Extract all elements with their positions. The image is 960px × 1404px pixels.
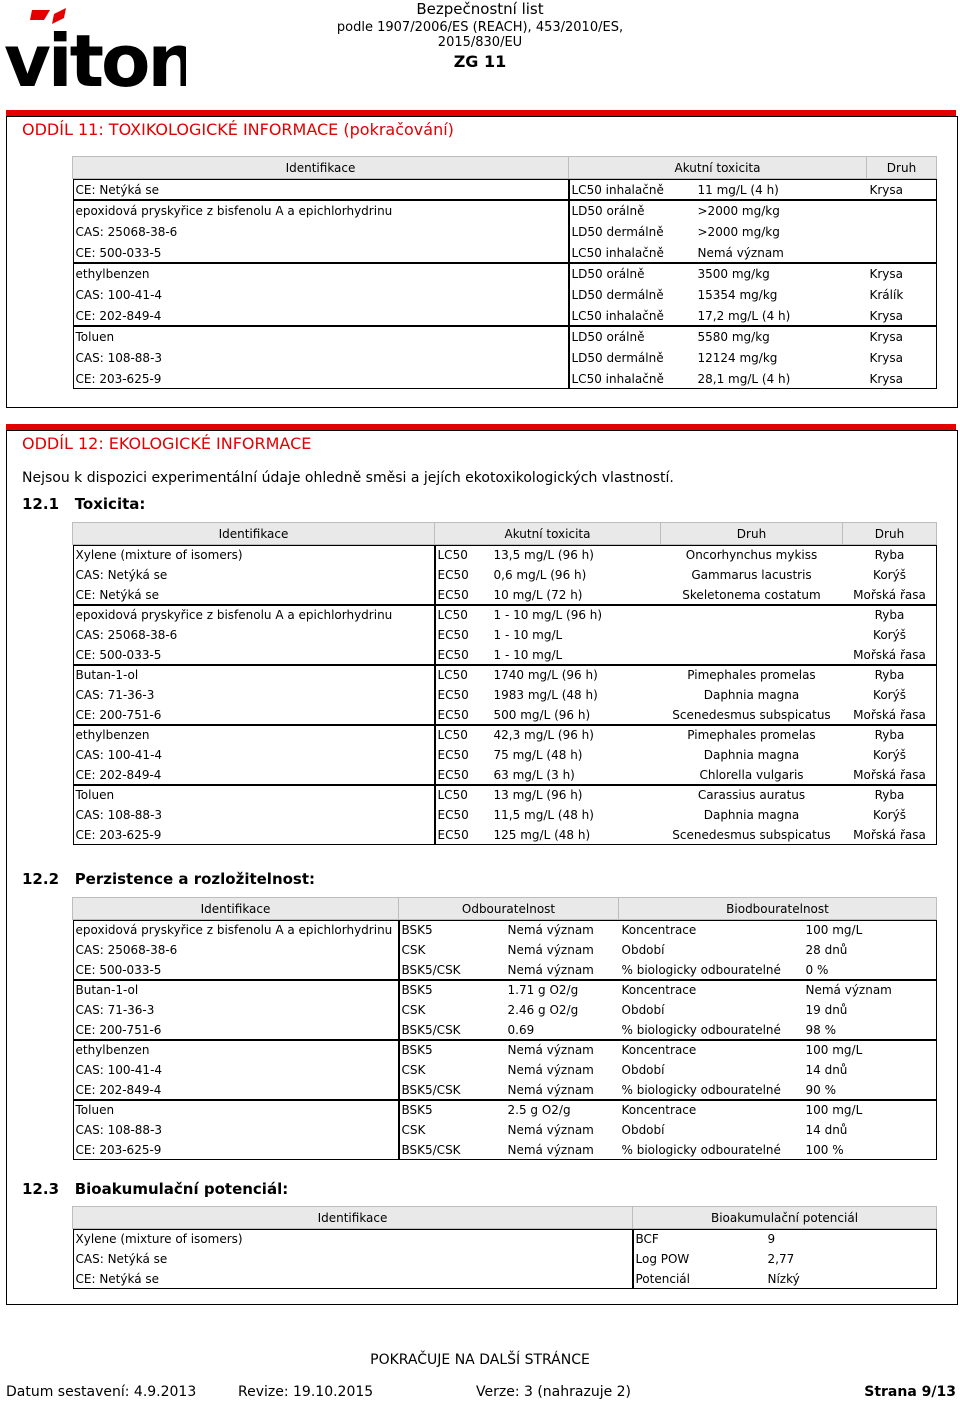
table-cell: Nemá význam xyxy=(507,923,594,937)
table-cell: ethylbenzen xyxy=(75,728,150,742)
table-cell: Králík xyxy=(869,287,904,302)
table-cell: Koncentrace xyxy=(621,1043,697,1057)
table-cell: Scenedesmus subspicatus xyxy=(672,708,831,722)
table-cell: >2000 mg/kg xyxy=(697,203,780,218)
table-cell: 14 dnů xyxy=(805,1123,848,1137)
table-cell: EC50 xyxy=(437,748,469,762)
table-row xyxy=(73,326,937,347)
table-cell: 0 % xyxy=(805,963,829,977)
subsection-label: Bioakumulační potenciál: xyxy=(74,1180,289,1198)
header-identification: Identifikace xyxy=(73,1207,633,1229)
table-cell: Nízký xyxy=(767,1272,800,1286)
table-cell: 500 mg/L (96 h) xyxy=(493,708,591,722)
table-cell: ethylbenzen xyxy=(75,266,150,281)
table-header xyxy=(73,1207,937,1229)
table-row xyxy=(73,1080,937,1100)
table-cell: 2,77 xyxy=(767,1252,795,1266)
version-info: Verze: 3 (nahrazuje 2) xyxy=(476,1384,632,1400)
table-cell: Chlorella vulgaris xyxy=(699,768,804,782)
table-cell xyxy=(661,625,843,645)
table-cell: BCF xyxy=(635,1232,659,1246)
table-cell: 42,3 mg/L (96 h) xyxy=(493,728,594,742)
table-cell: BSK5 xyxy=(401,983,433,997)
table-cell: 28 dnů xyxy=(805,943,848,957)
table-row xyxy=(73,980,937,1000)
table-cell: CSK xyxy=(401,1063,426,1077)
table-cell: Nemá význam xyxy=(507,1123,594,1137)
header-identification: Identifikace xyxy=(73,157,569,179)
table-cell: BSK5/CSK xyxy=(401,963,461,977)
table-row xyxy=(73,920,937,941)
table-cell: 19 dnů xyxy=(805,1003,848,1017)
table-cell: CAS: 25068-38-6 xyxy=(75,943,178,957)
subsection-label: Perzistence a rozložitelnost: xyxy=(74,870,316,888)
table-cell: 100 mg/L xyxy=(805,1103,863,1117)
table-cell: Toluen xyxy=(75,1103,115,1117)
table-cell: EC50 xyxy=(437,808,469,822)
header-species: Druh xyxy=(661,523,843,545)
table-row xyxy=(73,725,937,745)
table-cell: % biologicky odbouratelné xyxy=(621,1083,781,1097)
revision-date: Revize: 19.10.2015 xyxy=(238,1384,374,1400)
table-cell: CE: 203-625-9 xyxy=(75,371,162,386)
table-cell: EC50 xyxy=(437,768,469,782)
table-cell: 75 mg/L (48 h) xyxy=(493,748,583,762)
table-cell: % biologicky odbouratelné xyxy=(621,1023,781,1037)
table-cell: 10 mg/L (72 h) xyxy=(493,588,583,602)
header-species-type: Druh xyxy=(843,523,937,545)
table-cell: CE: 200-751-6 xyxy=(75,708,162,722)
table-cell: 12124 mg/kg xyxy=(697,350,778,365)
table-cell: 9 xyxy=(767,1232,776,1246)
table-cell: Mořská řasa xyxy=(853,768,926,782)
table-cell: Krysa xyxy=(869,350,904,365)
viton-logo xyxy=(4,4,186,94)
subsection-12-1-heading xyxy=(22,495,145,513)
table-cell: Ryba xyxy=(874,788,905,802)
table-cell: LC50 inhalačně xyxy=(571,182,664,197)
table-cell: Ryba xyxy=(874,668,905,682)
table-cell: Nemá význam xyxy=(507,943,594,957)
table-cell: Mořská řasa xyxy=(853,588,926,602)
section12-intro: Nejsou k dispozici experimentální údaje ohledně směsi a jejích ekotoxikologických vlastností. xyxy=(22,470,674,486)
table-cell: CAS: 71-36-3 xyxy=(75,688,155,702)
table-row xyxy=(73,685,937,705)
table-cell: Krysa xyxy=(869,329,904,344)
bioaccumulation-table xyxy=(72,1206,937,1289)
header-acute-toxicity: Akutní toxicita xyxy=(569,157,867,179)
table-cell: CE: Netýká se xyxy=(75,1272,160,1286)
table-cell: 0,6 mg/L (96 h) xyxy=(493,568,587,582)
table-cell: ethylbenzen xyxy=(75,1043,150,1057)
table-cell: Gammarus lacustris xyxy=(691,568,812,582)
table-cell: 13 mg/L (96 h) xyxy=(493,788,583,802)
table-cell: Toluen xyxy=(75,788,115,802)
table-cell: CSK xyxy=(401,943,426,957)
table-cell: CE: 202-849-4 xyxy=(75,308,162,323)
table-row xyxy=(73,1000,937,1020)
table-row xyxy=(73,645,937,665)
table-row xyxy=(73,605,937,625)
table-row xyxy=(73,825,937,845)
table-row xyxy=(73,1140,937,1160)
table-row xyxy=(73,284,937,305)
table-cell: 15354 mg/kg xyxy=(697,287,778,302)
table-cell: EC50 xyxy=(437,588,469,602)
table-row xyxy=(73,1100,937,1120)
table-row xyxy=(73,1269,937,1289)
table-cell: CAS: 100-41-4 xyxy=(75,287,163,302)
table-cell: EC50 xyxy=(437,628,469,642)
table-cell: CE: 203-625-9 xyxy=(75,828,162,842)
table-cell: Korýš xyxy=(873,748,906,762)
table-cell: CE: 200-751-6 xyxy=(75,1023,162,1037)
subsection-number: 12.3 xyxy=(22,1180,60,1198)
subsection-12-3-heading xyxy=(22,1180,288,1198)
continue-note: POKRAČUJE NA DALŠÍ STRÁNCE xyxy=(370,1352,590,1368)
table-cell: 1983 mg/L (48 h) xyxy=(493,688,598,702)
table-cell: CE: 202-849-4 xyxy=(75,1083,162,1097)
table-cell: CAS: Netýká se xyxy=(75,568,168,582)
table-cell: Korýš xyxy=(873,808,906,822)
table-cell: 98 % xyxy=(805,1023,836,1037)
table-cell: CE: Netýká se xyxy=(75,182,160,197)
table-row xyxy=(73,1120,937,1140)
table-cell: Nemá význam xyxy=(507,1083,594,1097)
table-cell: CSK xyxy=(401,1123,426,1137)
table-cell: % biologicky odbouratelné xyxy=(621,1143,781,1157)
table-cell: 100 mg/L xyxy=(805,1043,863,1057)
section11-title: ODDÍL 11: TOXIKOLOGICKÉ INFORMACE (pokračování) xyxy=(22,120,454,139)
table-header xyxy=(73,157,937,179)
table-cell: Skeletonema costatum xyxy=(682,588,821,602)
header-identification: Identifikace xyxy=(73,898,399,920)
table-row xyxy=(73,765,937,785)
table-row xyxy=(73,1229,937,1250)
table-cell: Daphnia magna xyxy=(703,748,800,762)
table-row xyxy=(73,705,937,725)
table-row xyxy=(73,368,937,389)
table-cell: Koncentrace xyxy=(621,923,697,937)
table-cell xyxy=(867,200,937,221)
table-cell: 13,5 mg/L (96 h) xyxy=(493,548,594,562)
table-cell: Nemá význam xyxy=(507,1143,594,1157)
acute-toxicity-table xyxy=(72,156,937,389)
table-cell: Nemá význam xyxy=(507,1063,594,1077)
section12-title: ODDÍL 12: EKOLOGICKÉ INFORMACE xyxy=(22,434,312,453)
table-cell: Nemá význam xyxy=(697,245,784,260)
table-row xyxy=(73,305,937,326)
table-cell: 100 % xyxy=(805,1143,844,1157)
table-cell: 3500 mg/kg xyxy=(697,266,770,281)
table-cell: 63 mg/L (3 h) xyxy=(493,768,575,782)
page-number: Strana 9/13 xyxy=(864,1384,956,1400)
table-cell: LD50 dermálně xyxy=(571,224,664,239)
header-species: Druh xyxy=(867,157,937,179)
table-row xyxy=(73,625,937,645)
table-row xyxy=(73,179,937,201)
table-cell: BSK5 xyxy=(401,1043,433,1057)
subsection-label: Toxicita: xyxy=(74,495,146,513)
table-cell: LC50 xyxy=(437,668,468,682)
table-row xyxy=(73,940,937,960)
table-cell: 1 - 10 mg/L xyxy=(493,648,563,662)
document-title: Bezpečnostní list xyxy=(416,0,544,18)
table-cell: LC50 inhalačně xyxy=(571,245,664,260)
table-cell: epoxidová pryskyřice z bisfenolu A a epichlorhydrinu xyxy=(75,923,393,937)
table-cell: Koncentrace xyxy=(621,983,697,997)
table-cell: Scenedesmus subspicatus xyxy=(672,828,831,842)
table-cell: Xylene (mixture of isomers) xyxy=(75,548,243,562)
degradability-table xyxy=(72,897,937,1160)
table-cell: Pimephales promelas xyxy=(687,668,816,682)
table-cell: LC50 xyxy=(437,788,468,802)
table-row xyxy=(73,347,937,368)
table-cell: BSK5 xyxy=(401,923,433,937)
table-cell: Korýš xyxy=(873,628,906,642)
table-cell: LD50 orálně xyxy=(571,203,645,218)
table-row xyxy=(73,805,937,825)
table-cell: EC50 xyxy=(437,648,469,662)
table-cell: Mořská řasa xyxy=(853,648,926,662)
table-cell: Krysa xyxy=(869,266,904,281)
table-cell: Log POW xyxy=(635,1252,690,1266)
table-cell: CSK xyxy=(401,1003,426,1017)
table-row xyxy=(73,665,937,685)
table-cell: 2.46 g O2/g xyxy=(507,1003,579,1017)
table-cell: Krysa xyxy=(869,308,904,323)
table-cell: Carassius auratus xyxy=(697,788,806,802)
header-acute-toxicity: Akutní toxicita xyxy=(435,523,661,545)
table-cell: Daphnia magna xyxy=(703,688,800,702)
table-cell xyxy=(661,605,843,625)
table-cell: 0.69 xyxy=(507,1023,535,1037)
table-cell: >2000 mg/kg xyxy=(697,224,780,239)
table-cell: BSK5/CSK xyxy=(401,1083,461,1097)
table-cell: CAS: Netýká se xyxy=(75,1252,168,1266)
regulation-reference: podle 1907/2006/ES (REACH), 453/2010/ES, 2015/830/EU xyxy=(336,20,624,50)
table-cell: Období xyxy=(621,1123,665,1137)
table-cell: 90 % xyxy=(805,1083,836,1097)
subsection-12-2-heading xyxy=(22,870,315,888)
table-cell: Mořská řasa xyxy=(853,828,926,842)
table-cell: CE: 500-033-5 xyxy=(75,963,162,977)
table-cell: CAS: 108-88-3 xyxy=(75,350,163,365)
table-row xyxy=(73,745,937,765)
table-cell: 28,1 mg/L (4 h) xyxy=(697,371,791,386)
table-cell: LC50 xyxy=(437,728,468,742)
table-cell: EC50 xyxy=(437,688,469,702)
table-cell: EC50 xyxy=(437,568,469,582)
table-cell: 5580 mg/kg xyxy=(697,329,770,344)
subsection-number: 12.1 xyxy=(22,495,60,513)
table-cell: Mořská řasa xyxy=(853,708,926,722)
table-cell: epoxidová pryskyřice z bisfenolu A a epichlorhydrinu xyxy=(75,203,393,218)
table-cell: BSK5/CSK xyxy=(401,1143,461,1157)
table-row xyxy=(73,1040,937,1060)
ecotoxicity-table xyxy=(72,522,937,845)
table-cell: 1.71 g O2/g xyxy=(507,983,579,997)
table-row xyxy=(73,1060,937,1080)
table-cell: 11 mg/L (4 h) xyxy=(697,182,779,197)
header-biodegradability: Biodbouratelnost xyxy=(619,898,937,920)
table-cell: CAS: 25068-38-6 xyxy=(75,628,178,642)
table-cell xyxy=(867,221,937,242)
table-cell: Období xyxy=(621,1063,665,1077)
table-cell: CAS: 108-88-3 xyxy=(75,1123,163,1137)
header-identification: Identifikace xyxy=(73,523,435,545)
table-cell: Nemá význam xyxy=(507,1043,594,1057)
table-cell: CE: 202-849-4 xyxy=(75,768,162,782)
table-cell: 1 - 10 mg/L (96 h) xyxy=(493,608,603,622)
table-cell: CE: 500-033-5 xyxy=(75,648,162,662)
table-row xyxy=(73,585,937,605)
table-cell: 14 dnů xyxy=(805,1063,848,1077)
table-cell: Období xyxy=(621,1003,665,1017)
table-cell: LD50 dermálně xyxy=(571,350,664,365)
table-row xyxy=(73,785,937,805)
table-cell: 17,2 mg/L (4 h) xyxy=(697,308,791,323)
table-row xyxy=(73,1249,937,1269)
table-cell: LD50 orálně xyxy=(571,329,645,344)
table-cell: EC50 xyxy=(437,828,469,842)
table-cell: Ryba xyxy=(874,608,905,622)
table-cell: CE: Netýká se xyxy=(75,588,160,602)
table-cell xyxy=(867,242,937,263)
table-cell: Korýš xyxy=(873,568,906,582)
table-cell xyxy=(661,645,843,665)
table-cell: CAS: 100-41-4 xyxy=(75,1063,163,1077)
table-cell: Toluen xyxy=(75,329,115,344)
table-cell: epoxidová pryskyřice z bisfenolu A a epichlorhydrinu xyxy=(75,608,393,622)
table-cell: Krysa xyxy=(869,371,904,386)
table-cell: Oncorhynchus mykiss xyxy=(685,548,818,562)
product-name: ZG 11 xyxy=(453,52,507,71)
compile-date: Datum sestavení: 4.9.2013 xyxy=(6,1384,197,1400)
header-bioaccumulation: Bioakumulační potenciál xyxy=(633,1207,937,1229)
table-cell: CAS: 71-36-3 xyxy=(75,1003,155,1017)
table-cell: CE: 500-033-5 xyxy=(75,245,162,260)
table-row xyxy=(73,263,937,284)
table-cell: Nemá význam xyxy=(805,983,892,997)
table-cell: Ryba xyxy=(874,728,905,742)
table-cell: Potenciál xyxy=(635,1272,690,1286)
table-cell: Butan-1-ol xyxy=(75,668,139,682)
table-cell: Koncentrace xyxy=(621,1103,697,1117)
table-row xyxy=(73,221,937,242)
table-cell: LC50 inhalačně xyxy=(571,308,664,323)
table-cell: CE: 203-625-9 xyxy=(75,1143,162,1157)
table-cell: BSK5 xyxy=(401,1103,433,1117)
table-cell: CAS: 25068-38-6 xyxy=(75,224,178,239)
table-cell: LC50 inhalačně xyxy=(571,371,664,386)
table-cell: Pimephales promelas xyxy=(687,728,816,742)
table-cell: LD50 orálně xyxy=(571,266,645,281)
svg-text:viton: viton xyxy=(4,19,186,94)
table-cell: 2.5 g O2/g xyxy=(507,1103,571,1117)
table-cell: CAS: 108-88-3 xyxy=(75,808,163,822)
table-cell: Nemá význam xyxy=(507,963,594,977)
table-row xyxy=(73,565,937,585)
table-cell: 125 mg/L (48 h) xyxy=(493,828,591,842)
table-row xyxy=(73,545,937,566)
table-cell: Období xyxy=(621,943,665,957)
table-cell: CAS: 100-41-4 xyxy=(75,748,163,762)
table-cell: % biologicky odbouratelné xyxy=(621,963,781,977)
table-cell: 100 mg/L xyxy=(805,923,863,937)
table-cell: Xylene (mixture of isomers) xyxy=(75,1232,243,1246)
table-cell: LC50 xyxy=(437,608,468,622)
header-degradability: Odbouratelnost xyxy=(399,898,619,920)
table-cell: Ryba xyxy=(874,548,905,562)
table-cell: LC50 xyxy=(437,548,468,562)
table-header xyxy=(73,898,937,920)
table-cell: Butan-1-ol xyxy=(75,983,139,997)
table-row xyxy=(73,960,937,980)
table-cell: 1740 mg/L (96 h) xyxy=(493,668,598,682)
table-row xyxy=(73,242,937,263)
table-cell: LD50 dermálně xyxy=(571,287,664,302)
table-header xyxy=(73,523,937,545)
table-cell: Daphnia magna xyxy=(703,808,800,822)
table-cell: 1 - 10 mg/L xyxy=(493,628,563,642)
subsection-number: 12.2 xyxy=(22,870,60,888)
table-row xyxy=(73,200,937,221)
table-row xyxy=(73,1020,937,1040)
table-cell: EC50 xyxy=(437,708,469,722)
table-cell: Korýš xyxy=(873,688,906,702)
table-cell: BSK5/CSK xyxy=(401,1023,461,1037)
table-cell: Krysa xyxy=(869,182,904,197)
table-cell: 11,5 mg/L (48 h) xyxy=(493,808,594,822)
